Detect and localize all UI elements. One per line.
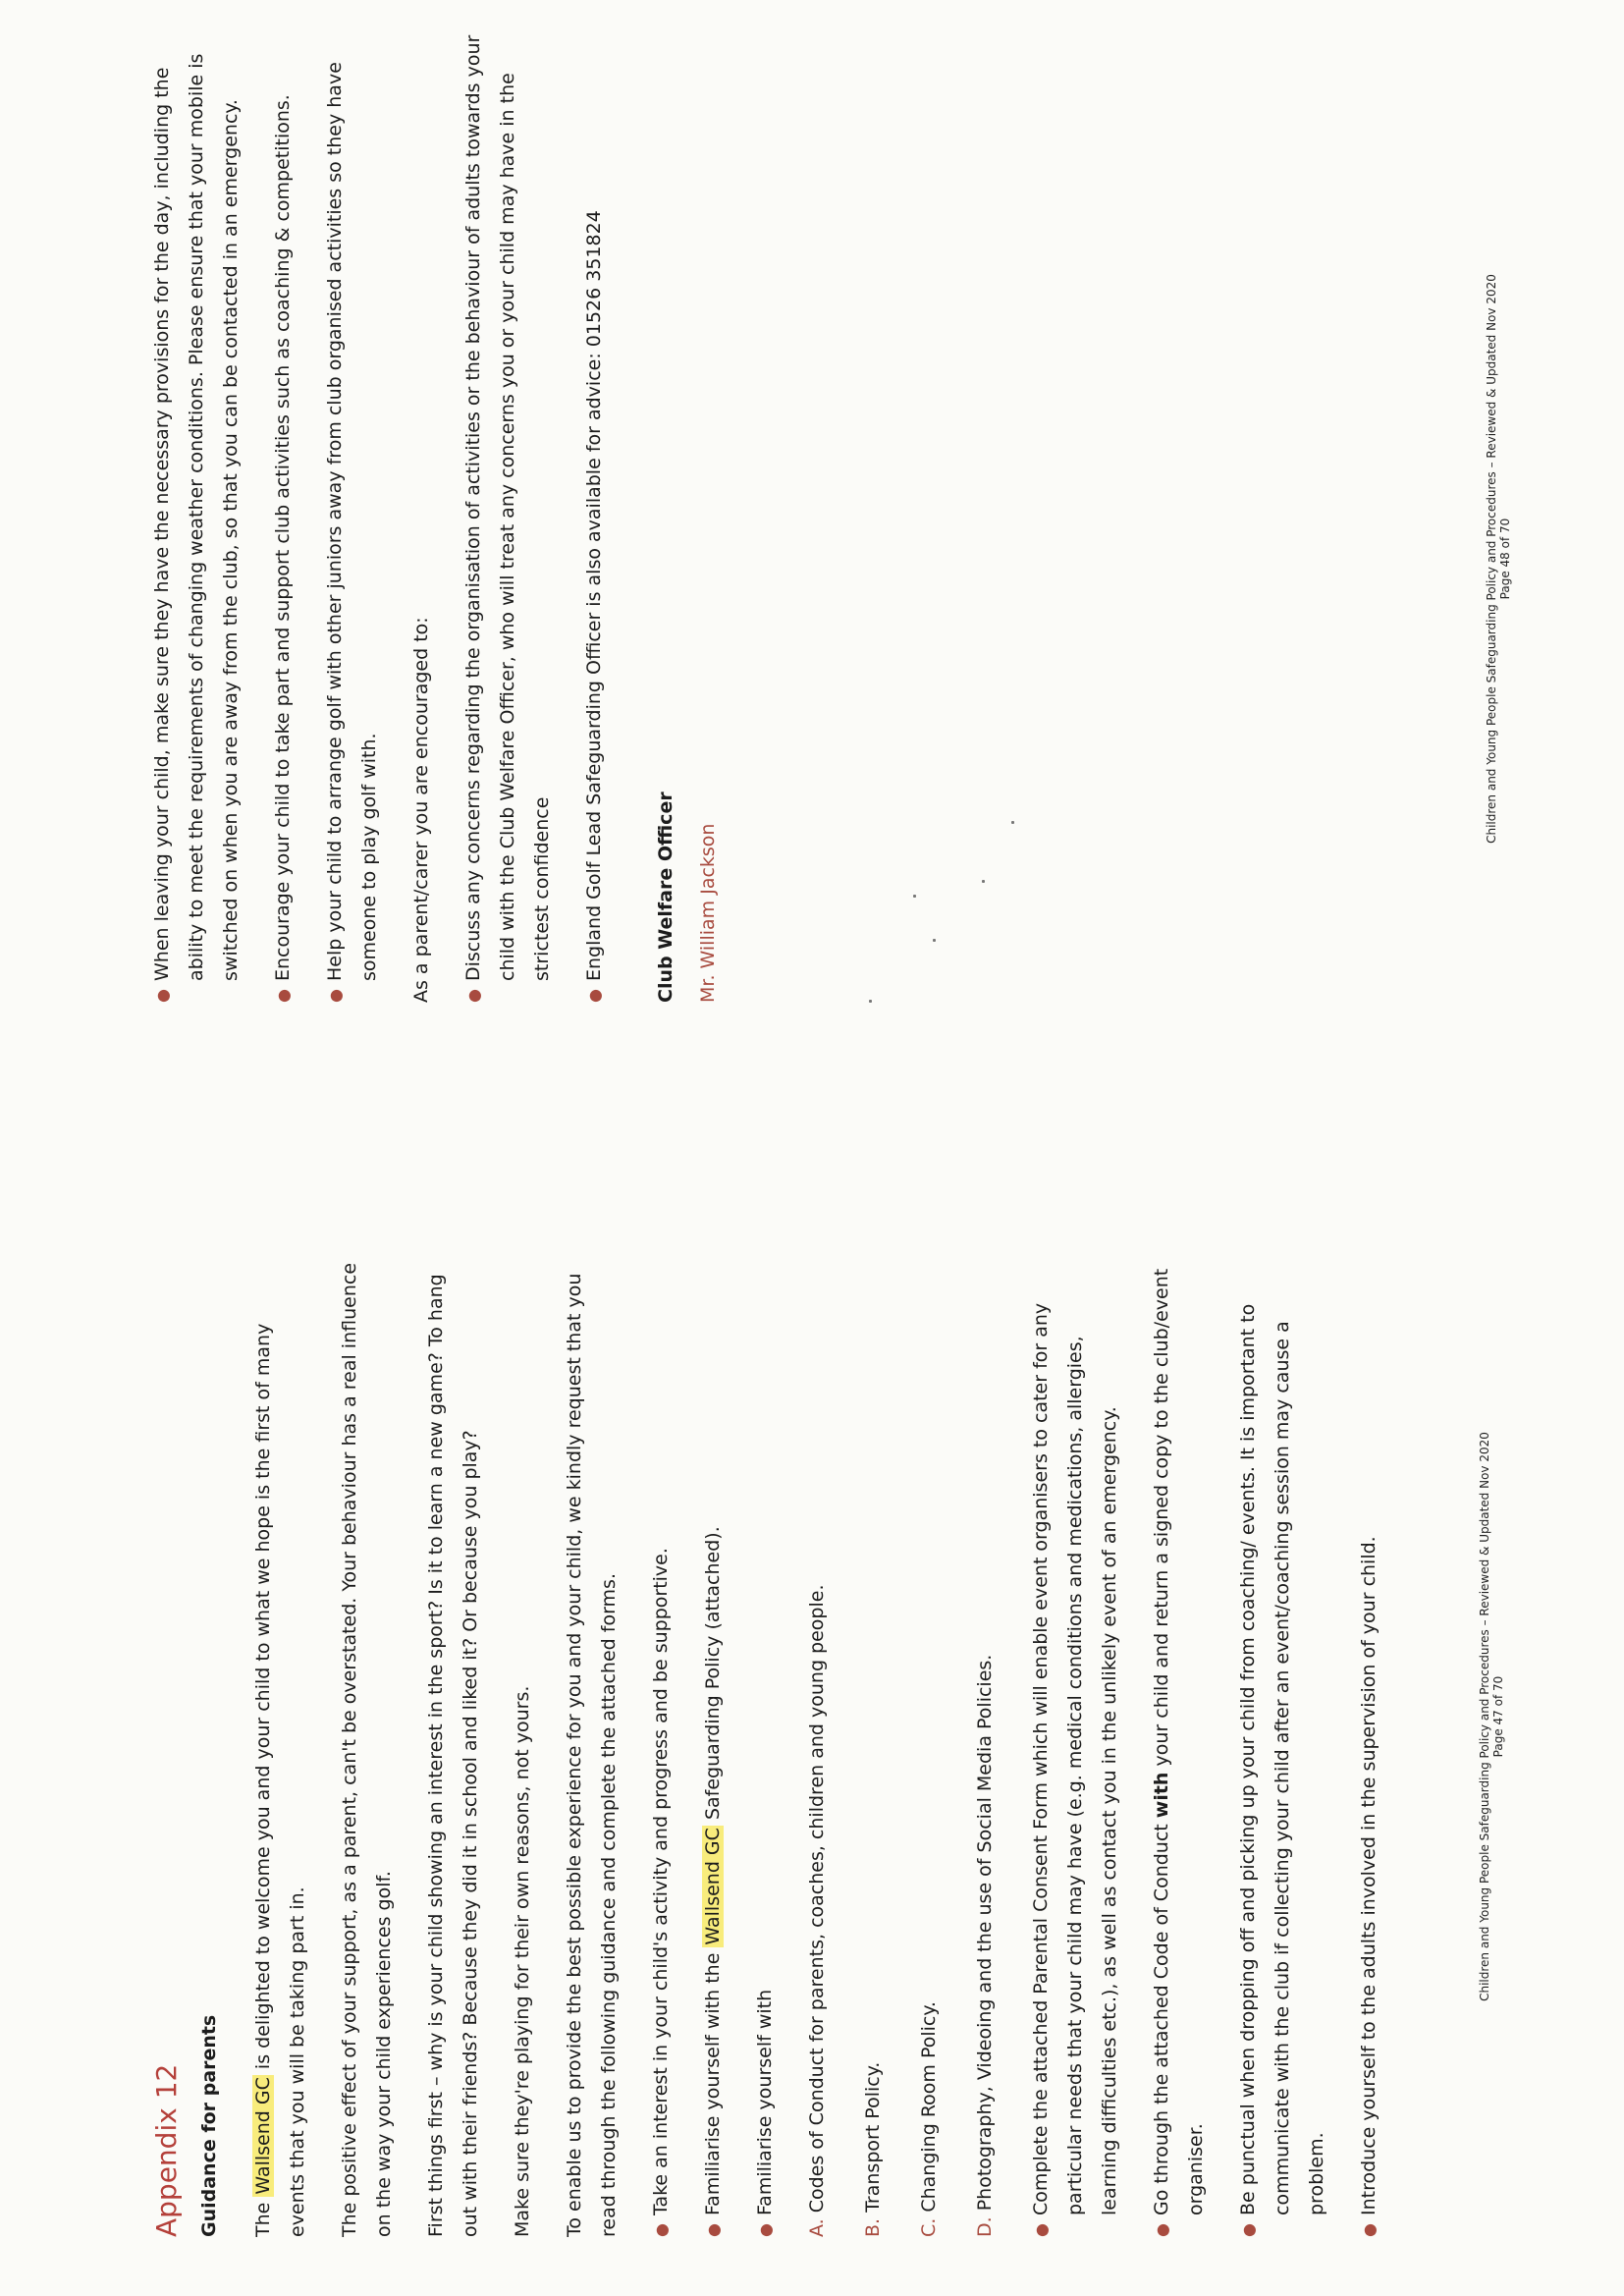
bullet-code-pre: Go through the attached Code of Conduct [1151, 1818, 1172, 2215]
list-item [748, 1255, 783, 2237]
sub-list-item [968, 1255, 1002, 2237]
bullet-encourage-text: Encourage your child to take part and support club activities such as coaching & competitions. [272, 94, 294, 981]
list-item [1231, 1255, 1334, 2237]
welcome-text-pre: The [252, 2196, 274, 2237]
list-item [457, 21, 560, 1003]
club-name-highlight: Wallsend GC [252, 2077, 274, 2195]
support-paragraph: The positive effect of your support, as a parent, can't be overstated. Your behaviour has a real influence on the way your child experiences golf. [339, 1262, 395, 2237]
sub-letter: C. [918, 2217, 940, 2237]
welfare-officer-name: Mr. William Jackson [697, 823, 719, 1003]
page-48-footer [1485, 117, 1512, 1001]
sub-text: Transport Policy. [862, 2061, 884, 2218]
list-item [1352, 1255, 1386, 2237]
footer-policy-line: Children and Young People Safeguarding Policy and Procedures – Reviewed & Updated Nov 2020 [1485, 274, 1498, 844]
first-things-paragraph: First things first – why is your child showing an interest in the sport? Is it to learn a new game? To hang out with their friends? Because they did it in school and liked it? Or because you play? [425, 1274, 481, 2237]
bullet-icon: ● [585, 989, 604, 1003]
page-48-content [145, 21, 726, 1003]
bullet-introduce-text: Introduce yourself to the adults involved in the supervision of your child. [1358, 1536, 1380, 2215]
scan-speck [933, 939, 936, 942]
sub-letter: B. [862, 2217, 884, 2237]
bullet-icon: ● [326, 989, 345, 1003]
scan-speck [869, 1000, 872, 1003]
list-item [1145, 1255, 1214, 2237]
bullet-code-bold: with [1151, 1772, 1172, 1819]
welcome-paragraph [246, 1255, 315, 2237]
bullet-icon: ● [704, 2223, 723, 2237]
bullet-leaving-text: When leaving your child, make sure they have the necessary provisions for the day, including the ability to meet the requirements of changing weather conditions. Please ensure that your mobile is switched on when you are away from the club, so that you can be contacted in an emergency. [151, 53, 242, 981]
list-item [318, 21, 387, 1003]
bullet-familiarise-text: Familiarise yourself with [754, 1989, 776, 2215]
list-item [644, 1255, 678, 2237]
scan-speck [1011, 821, 1014, 824]
bullet-england-text: England Golf Lead Safeguarding Officer is also available for advice: 01526 351824 [583, 210, 605, 981]
sub-letter: A. [806, 2218, 828, 2237]
bullet-icon: ● [1239, 2223, 1258, 2237]
bullet-icon: ● [652, 2223, 671, 2237]
sub-text: Changing Room Policy. [918, 2001, 940, 2218]
bullet-icon: ● [1360, 2223, 1379, 2237]
list-item [1024, 1255, 1127, 2237]
sub-list-item [800, 1255, 835, 2237]
sub-text: Codes of Conduct for parents, coaches, children and young people. [806, 1584, 828, 2219]
bullet-discuss-text: Discuss any concerns regarding the organisation of activities or the behaviour of adults towards your child with the Club Welfare Officer, who will treat any concerns you or your child may have in the strictest confidence [462, 34, 553, 981]
bullet-icon: ● [153, 989, 172, 1003]
bullet-icon: ● [1032, 2223, 1051, 2237]
as-parent-paragraph: As a parent/carer you are encouraged to: [410, 617, 432, 1003]
welcome-text-post: is delighted to welcome you and your child to what we hope is the first of many events that you will be taking part in. [252, 1323, 308, 2237]
bullet-help-text: Help your child to arrange golf with other juniors away from club organised activities so they have someone to play golf with. [324, 62, 380, 981]
page-47-footer [1478, 1275, 1505, 2159]
footer-policy-line: Children and Young People Safeguarding Policy and Procedures – Reviewed & Updated Nov 2020 [1478, 1432, 1491, 2001]
scan-speck [913, 895, 916, 898]
scan-speck [982, 880, 985, 883]
guidance-title: Guidance for parents [198, 2014, 220, 2237]
bullet-icon: ● [756, 2223, 775, 2237]
page-47-content [147, 1255, 1404, 2237]
sub-letter: D. [974, 2216, 996, 2237]
appendix-heading: Appendix 12 [150, 2063, 183, 2237]
bullet-policy-post: Safeguarding Policy (attached). [702, 1526, 724, 1827]
sub-text: Photography, Videoing and the use of Social Media Policies. [974, 1654, 996, 2217]
footer-page-number: Page 48 of 70 [1498, 518, 1512, 600]
bullet-policy-pre: Familiarise yourself with the [702, 1946, 724, 2215]
bullet-code-post: your child and return a signed copy to the club/event organiser. [1151, 1268, 1207, 2215]
sub-list-item [912, 1255, 947, 2237]
list-item [145, 21, 248, 1003]
list-item [266, 21, 300, 1003]
bullet-icon: ● [464, 989, 483, 1003]
enable-paragraph: To enable us to provide the best possible experience for you and your child, we kindly request that you read through the following guidance and complete the attached forms. [564, 1273, 620, 2237]
bullet-icon: ● [1153, 2223, 1171, 2237]
list-item [696, 1255, 731, 2237]
page-47 [0, 1148, 1624, 2296]
sub-list-item [856, 1255, 891, 2237]
footer-page-number: Page 47 of 70 [1491, 1675, 1505, 1758]
list-item [577, 21, 612, 1003]
bullet-punctual-text: Be punctual when dropping off and picking up your child from coaching/ events. It is important to communicate with the club if collecting your child after an event/coaching session may cause a problem. [1237, 1303, 1327, 2215]
own-reasons-paragraph: Make sure they're playing for their own reasons, not yours. [512, 1685, 533, 2237]
bullet-interest-text: Take an interest in your child's activity and progress and be supportive. [650, 1548, 672, 2215]
bullet-icon: ● [274, 989, 293, 1003]
club-name-highlight: Wallsend GC [702, 1828, 724, 1945]
welfare-officer-title: Club Welfare Officer [655, 792, 677, 1003]
bullet-consent-text: Complete the attached Parental Consent Form which will enable event organisers to cater for any particular needs that your child may have (e.g. medical conditions and medications, allergies, learning difficulties etc.), as well as contact you in the unlikely event of an emergency. [1030, 1302, 1120, 2215]
